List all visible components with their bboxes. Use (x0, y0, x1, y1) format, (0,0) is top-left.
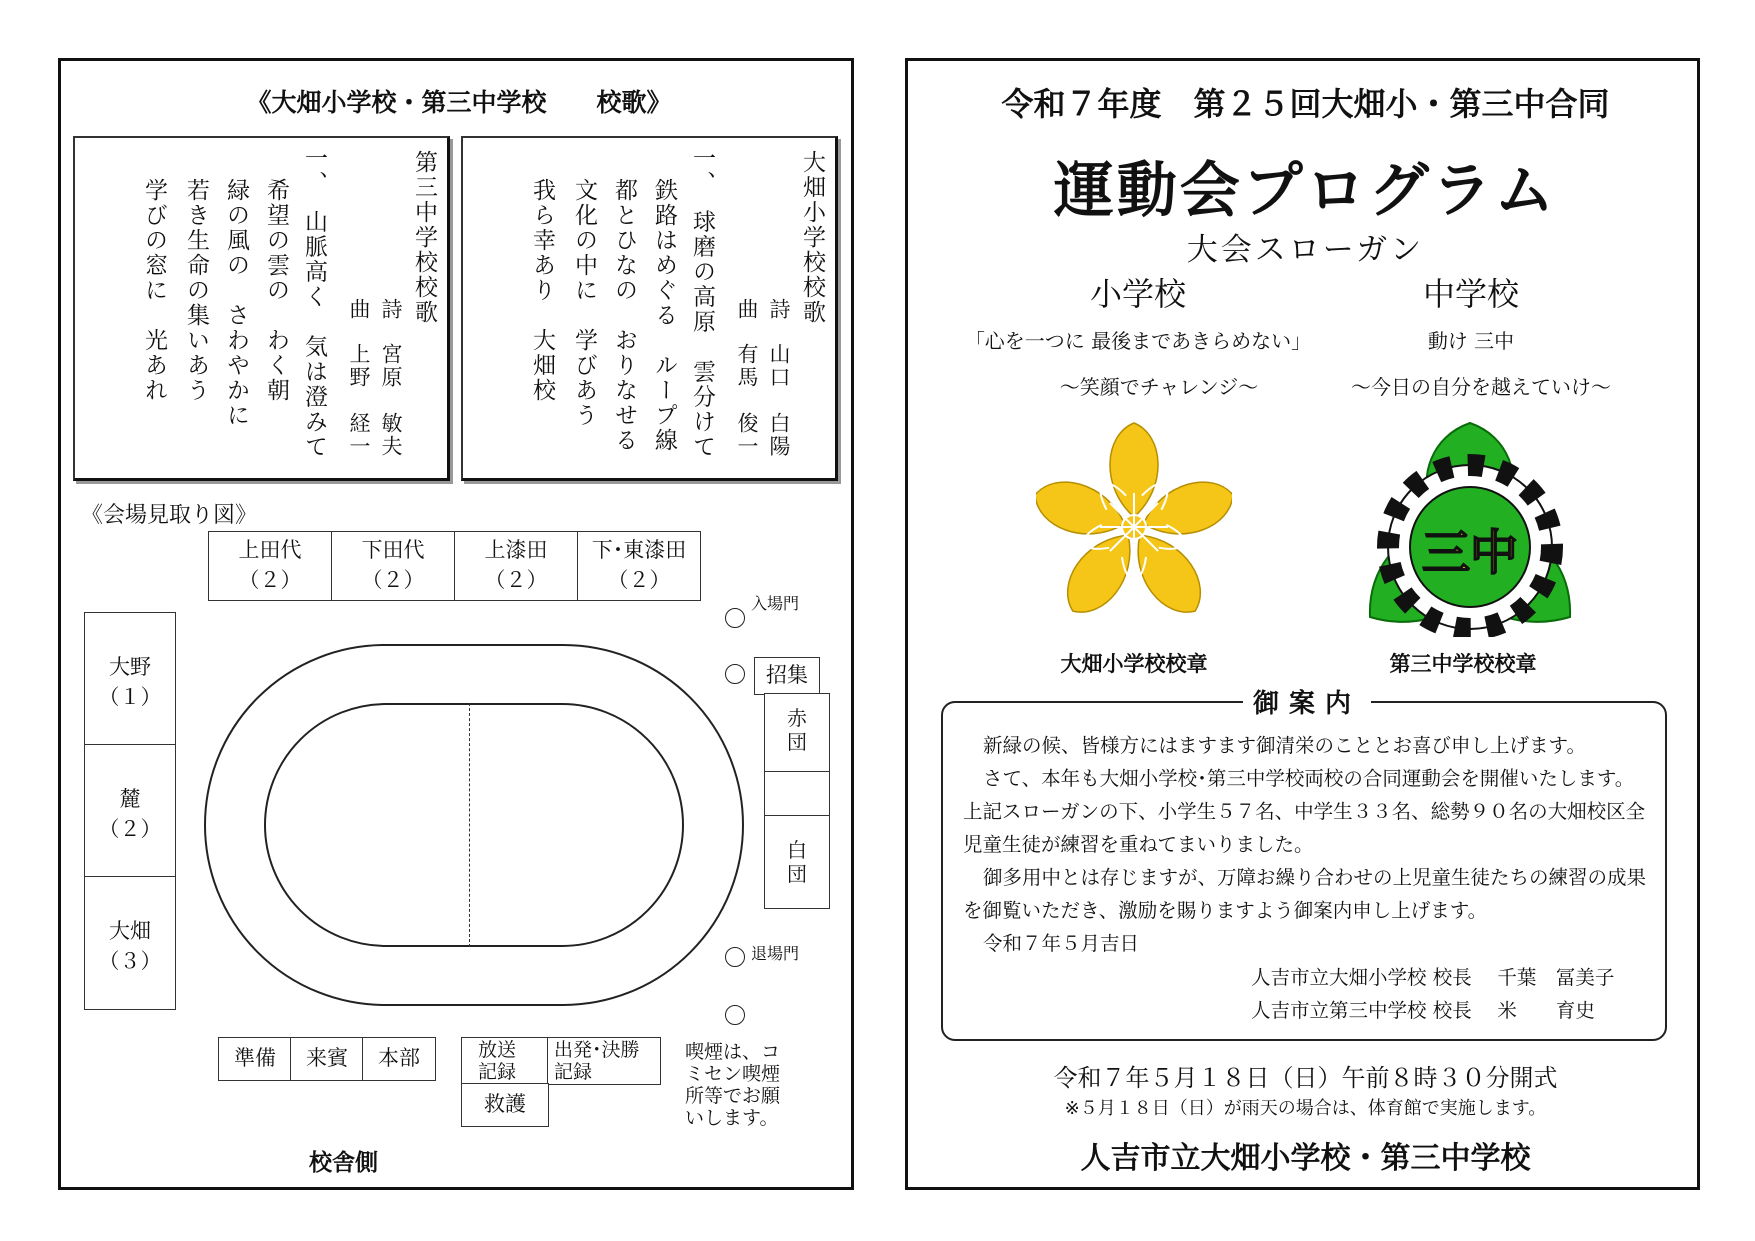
start-finish-tent: 出発･決勝記録 (547, 1037, 661, 1085)
broadcast-tent: 放送記録 (461, 1037, 549, 1085)
area-num: （２） (98, 817, 162, 841)
area-name: 上漆田 (484, 538, 548, 562)
junior-emblem-label: 第三中学校校章 (1389, 652, 1537, 676)
slogan-heading: 大会スローガン (1186, 232, 1425, 268)
area-num: （２） (238, 568, 302, 592)
ohata-line-5: 我ら幸あり 大畑校 (529, 178, 555, 403)
red-team-label: 赤団 (787, 706, 807, 754)
ohata-composer: 有馬 俊一 (735, 343, 759, 458)
ohata-line-3: 都とひなの おりなせる (611, 178, 637, 453)
ohata-music-label: 曲 (735, 298, 759, 321)
elementary-emblem-label: 大畑小学校校章 (1060, 652, 1208, 676)
elementary-slogan: 「心を一つに 最後まであきらめない」 (964, 329, 1312, 353)
entrance-gate-marker-1 (725, 608, 745, 628)
area-num: （２） (607, 568, 671, 592)
track-inner (264, 703, 684, 947)
signature-ohata: 人吉市立大畑小学校 校長 千葉 冨美子 (1251, 966, 1615, 989)
ohata-line-2: 鉄路はめぐる ループ線 (651, 178, 677, 453)
ohata-song-title: 大畑小学校校歌 (799, 150, 825, 325)
area-kamitashiro (208, 531, 332, 601)
area-name: 大畑 (109, 919, 151, 943)
area-fumoto (84, 744, 176, 878)
area-shimohigashiurushida (577, 531, 701, 601)
ohata-lyric-label: 詩 (767, 298, 791, 321)
assembly-area: 招集 (754, 657, 820, 695)
area-shimotashiro (331, 531, 455, 601)
prep-tent: 準備 (218, 1037, 292, 1081)
smoking-note: 喫煙は、コミセン喫煙所等でお願いします。 (685, 1041, 781, 1129)
school-songs-title: 《大畑小学校・第三中学校 校歌》 (246, 88, 672, 117)
right-panel (905, 58, 1700, 1190)
hq-tent: 本部 (362, 1037, 436, 1081)
ohata-lyricist: 山口 白陽 (767, 343, 791, 458)
area-name: 大野 (109, 655, 151, 679)
track-center-line (469, 703, 470, 947)
ohata-song-box (461, 136, 838, 481)
first-aid-tent: 救護 (461, 1083, 549, 1127)
daisan-line-5: 学びの窓に 光あれ (141, 178, 167, 403)
entrance-gate-marker-2 (725, 664, 745, 684)
guide-date: 令和７年５月吉日 (983, 932, 1140, 955)
red-team-area (764, 693, 830, 773)
daisan-composer: 上野 経一 (347, 343, 371, 458)
daisan-line-4: 若き生命の集いあう (183, 178, 209, 403)
area-num: （２） (484, 568, 548, 592)
rain-note: ※５月１８日（日）が雨天の場合は、体育館で実施します。 (1064, 1098, 1547, 1119)
entrance-label: 入場門 (751, 594, 800, 613)
daisan-line-1: 一、 山脈高く 気は澄みて (301, 146, 327, 460)
white-team-label: 白団 (787, 838, 807, 886)
area-name: 麓 (119, 787, 141, 811)
guide-paragraph-3: 御多用中とは存じますが、万障お繰り合わせの上児童生徒たちの練習の成果を御覧いただき、激励を賜りますよう御案内申し上げます。 (963, 866, 1647, 922)
exit-gate-marker-1 (725, 947, 745, 967)
guide-paragraph-1: 新緑の候、皆様方にはますます御清栄のこととお喜び申し上げます。 (983, 734, 1586, 757)
program-header-line: 令和７年度 第２５回大畑小・第三中合同 (1001, 85, 1610, 123)
white-team-area (764, 815, 830, 909)
daisan-emblem-char: 三中 (1421, 525, 1519, 581)
daisan-lyric-label: 詩 (379, 298, 403, 321)
daisan-song-title: 第三中学校校歌 (411, 150, 437, 325)
program-title: 運動会プログラム (1053, 156, 1558, 226)
guide-title: 御案内 (1243, 683, 1371, 720)
ohata-emblem-icon (1036, 417, 1232, 642)
team-gap-area (764, 771, 830, 817)
signature-daisan: 人吉市立第三中学校 校長 米 育史 (1251, 999, 1595, 1022)
elementary-heading: 小学校 (1089, 275, 1186, 313)
guide-box (941, 689, 1667, 1041)
elementary-subslogan: ～笑顔でチャレンジ～ (1059, 375, 1259, 399)
area-name: 上田代 (238, 538, 302, 562)
area-num: （２） (361, 568, 425, 592)
junior-heading: 中学校 (1422, 275, 1519, 313)
area-ohata (84, 876, 176, 1010)
guests-tent: 来賓 (290, 1037, 364, 1081)
left-panel (58, 58, 854, 1190)
daisan-emblem-icon (1360, 417, 1580, 637)
junior-slogan: 動け 三中 (1427, 329, 1515, 353)
guide-paragraph-2: さて、本年も大畑小学校･第三中学校両校の合同運動会を開催いたします。上記スローガンの下、小学生５７名、中学生３３名、総勢９０名の大畑校区全児童生徒が練習を重ねてまいりました。 (963, 767, 1646, 856)
area-name: 下田代 (361, 538, 425, 562)
area-kamiurushida (454, 531, 578, 601)
event-date-line: 令和７年５月１８日（日）午前８時３０分開式 (1053, 1064, 1558, 1092)
junior-subslogan: ～今日の自分を越えていけ～ (1351, 375, 1611, 399)
area-num: （３） (98, 949, 162, 973)
footer-schools: 人吉市立大畑小学校・第三中学校 (1080, 1141, 1531, 1176)
exit-label: 退場門 (751, 944, 800, 963)
building-side-label: 校舎側 (309, 1150, 378, 1176)
daisan-line-2: 希望の雲の わく朝 (263, 178, 289, 403)
ohata-line-4: 文化の中に 学びあう (571, 178, 597, 428)
area-name: 下･東漆田 (591, 538, 687, 562)
exit-gate-marker-2 (725, 1005, 745, 1025)
ohata-line-1: 一、 球磨の高原 雲分けて (689, 146, 715, 460)
area-ono (84, 612, 176, 746)
daisan-lyricist: 宮原 敏夫 (379, 343, 403, 458)
venue-map-title: 《会場見取り図》 (81, 503, 258, 528)
daisan-song-box (73, 136, 450, 481)
area-num: （１） (98, 685, 162, 709)
daisan-line-3: 緑の風の さわやかに (223, 178, 249, 428)
daisan-music-label: 曲 (347, 298, 371, 321)
